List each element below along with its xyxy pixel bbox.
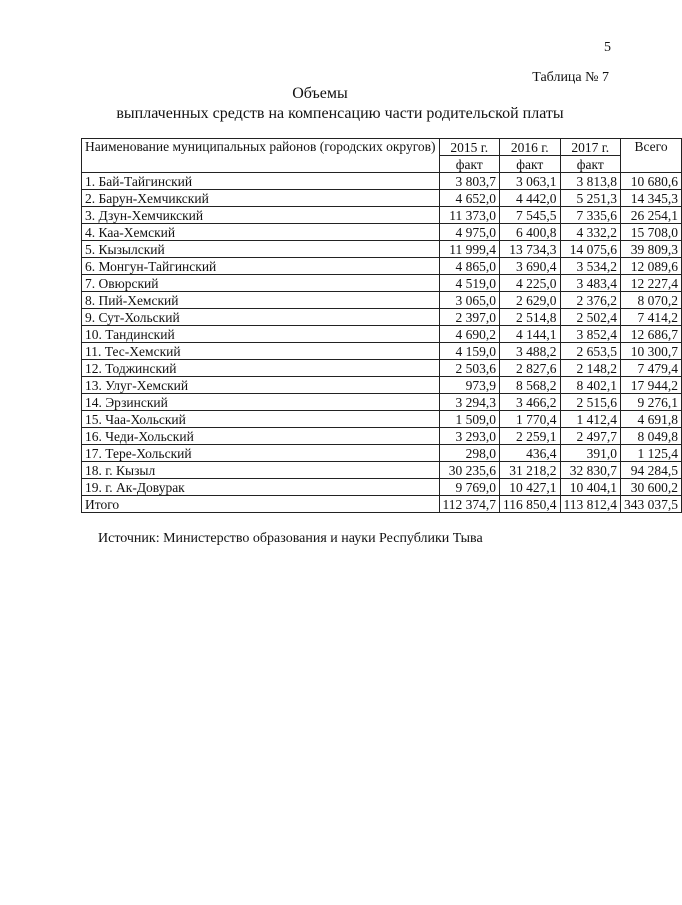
cell-total: 7 414,2 [621, 309, 682, 326]
cell-total: 4 691,8 [621, 411, 682, 428]
table-row [82, 173, 682, 190]
cell-2015: 4 865,0 [439, 258, 500, 275]
column-header-total: Всего [621, 139, 682, 173]
cell-municipality: 12. Тоджинский [82, 360, 440, 377]
cell-municipality: 13. Улуг-Хемский [82, 377, 440, 394]
cell-municipality: 9. Сут-Хольский [82, 309, 440, 326]
cell-2017: 32 830,7 [560, 462, 621, 479]
cell-2017: 3 483,4 [560, 275, 621, 292]
cell-2016: 6 400,8 [500, 224, 561, 241]
cell-total: 94 284,5 [621, 462, 682, 479]
cell-2017: 14 075,6 [560, 241, 621, 258]
cell-municipality: 16. Чеди-Хольский [82, 428, 440, 445]
cell-municipality: 3. Дзун-Хемчикский [82, 207, 440, 224]
column-subheader-fact: факт [560, 156, 621, 173]
cell-municipality: 4. Каа-Хемский [82, 224, 440, 241]
cell-2015: 11 373,0 [439, 207, 500, 224]
table-row [82, 326, 682, 343]
cell-2015: 3 293,0 [439, 428, 500, 445]
cell-2015: 298,0 [439, 445, 500, 462]
table-total-row [82, 496, 682, 513]
cell-2015: 2 503,6 [439, 360, 500, 377]
cell-total: 17 944,2 [621, 377, 682, 394]
cell-2016: 4 442,0 [500, 190, 561, 207]
cell-2016: 3 690,4 [500, 258, 561, 275]
table-row [82, 224, 682, 241]
table-label: Таблица № 7 [532, 70, 609, 85]
cell-municipality: 5. Кызылский [82, 241, 440, 258]
cell-2016: 1 770,4 [500, 411, 561, 428]
cell-2015: 2 397,0 [439, 309, 500, 326]
table-row [82, 309, 682, 326]
cell-total: 1 125,4 [621, 445, 682, 462]
table-row [82, 394, 682, 411]
source-note: Источник: Министерство образования и науки Республики Тыва [98, 531, 483, 546]
cell-2017: 3 813,8 [560, 173, 621, 190]
cell-total: 9 276,1 [621, 394, 682, 411]
cell-2015: 973,9 [439, 377, 500, 394]
cell-2015: 1 509,0 [439, 411, 500, 428]
cell-total: 30 600,2 [621, 479, 682, 496]
cell-2016: 4 225,0 [500, 275, 561, 292]
table-row [82, 190, 682, 207]
cell-2016: 2 514,8 [500, 309, 561, 326]
cell-2017: 391,0 [560, 445, 621, 462]
cell-municipality: 2. Барун-Хемчикский [82, 190, 440, 207]
cell-total: 10 680,6 [621, 173, 682, 190]
cell-2016: 2 827,6 [500, 360, 561, 377]
cell-2015: 11 999,4 [439, 241, 500, 258]
table-row [82, 275, 682, 292]
cell-2016: 2 259,1 [500, 428, 561, 445]
cell-total: 10 300,7 [621, 343, 682, 360]
table-row [82, 360, 682, 377]
cell-2016: 8 568,2 [500, 377, 561, 394]
cell-2016: 31 218,2 [500, 462, 561, 479]
cell-2015: 3 294,3 [439, 394, 500, 411]
cell-total: 15 708,0 [621, 224, 682, 241]
cell-municipality: 14. Эрзинский [82, 394, 440, 411]
table-row [82, 428, 682, 445]
cell-2017: 3 852,4 [560, 326, 621, 343]
table-row [82, 292, 682, 309]
cell-2016: 3 488,2 [500, 343, 561, 360]
grand-cell-2016: 116 850,4 [500, 496, 561, 513]
cell-2016: 3 466,2 [500, 394, 561, 411]
table-row [82, 377, 682, 394]
cell-total: 7 479,4 [621, 360, 682, 377]
cell-2017: 2 515,6 [560, 394, 621, 411]
cell-2017: 2 148,2 [560, 360, 621, 377]
column-header-2017: 2017 г. [560, 139, 621, 156]
column-header-name: Наименование муниципальных районов (городских округов) [82, 139, 440, 173]
cell-2015: 9 769,0 [439, 479, 500, 496]
table-row [82, 258, 682, 275]
cell-municipality: 8. Пий-Хемский [82, 292, 440, 309]
cell-2015: 3 803,7 [439, 173, 500, 190]
cell-2016: 13 734,3 [500, 241, 561, 258]
cell-2015: 4 690,2 [439, 326, 500, 343]
cell-2016: 4 144,1 [500, 326, 561, 343]
column-subheader-fact: факт [439, 156, 500, 173]
cell-total: 8 049,8 [621, 428, 682, 445]
table-row [82, 462, 682, 479]
cell-municipality: 19. г. Ак-Довурак [82, 479, 440, 496]
cell-municipality: 7. Овюрский [82, 275, 440, 292]
cell-2017: 2 502,4 [560, 309, 621, 326]
cell-municipality: 17. Тере-Хольский [82, 445, 440, 462]
payments-table [81, 138, 682, 513]
cell-total-label: Итого [82, 496, 440, 513]
cell-total: 26 254,1 [621, 207, 682, 224]
cell-2017: 3 534,2 [560, 258, 621, 275]
cell-2017: 2 376,2 [560, 292, 621, 309]
cell-2016: 7 545,5 [500, 207, 561, 224]
table-row [82, 479, 682, 496]
grand-cell-total: 343 037,5 [621, 496, 682, 513]
cell-total: 12 089,6 [621, 258, 682, 275]
cell-2015: 4 519,0 [439, 275, 500, 292]
cell-municipality: 11. Тес-Хемский [82, 343, 440, 360]
cell-total: 14 345,3 [621, 190, 682, 207]
cell-2016: 10 427,1 [500, 479, 561, 496]
table-header [82, 139, 682, 173]
cell-2017: 10 404,1 [560, 479, 621, 496]
cell-2015: 3 065,0 [439, 292, 500, 309]
page-number: 5 [604, 40, 611, 55]
cell-2017: 2 653,5 [560, 343, 621, 360]
cell-2016: 2 629,0 [500, 292, 561, 309]
cell-2017: 8 402,1 [560, 377, 621, 394]
cell-total: 12 686,7 [621, 326, 682, 343]
cell-2015: 4 652,0 [439, 190, 500, 207]
cell-2016: 436,4 [500, 445, 561, 462]
document-subtitle: выплаченных средств на компенсацию части родительской платы [116, 105, 564, 122]
column-subheader-fact: факт [500, 156, 561, 173]
table-row [82, 445, 682, 462]
table-row [82, 241, 682, 258]
table-body [82, 173, 682, 513]
grand-cell-2015: 112 374,7 [439, 496, 500, 513]
cell-municipality: 6. Монгун-Тайгинский [82, 258, 440, 275]
grand-cell-2017: 113 812,4 [560, 496, 621, 513]
cell-municipality: 18. г. Кызыл [82, 462, 440, 479]
table-row [82, 343, 682, 360]
cell-2016: 3 063,1 [500, 173, 561, 190]
column-header-2015: 2015 г. [439, 139, 500, 156]
column-header-2016: 2016 г. [500, 139, 561, 156]
cell-2017: 7 335,6 [560, 207, 621, 224]
cell-2017: 1 412,4 [560, 411, 621, 428]
cell-total: 39 809,3 [621, 241, 682, 258]
cell-2015: 4 159,0 [439, 343, 500, 360]
cell-total: 12 227,4 [621, 275, 682, 292]
cell-2015: 30 235,6 [439, 462, 500, 479]
cell-2017: 5 251,3 [560, 190, 621, 207]
cell-municipality: 1. Бай-Тайгинский [82, 173, 440, 190]
cell-municipality: 15. Чаа-Хольский [82, 411, 440, 428]
cell-2017: 2 497,7 [560, 428, 621, 445]
cell-2017: 4 332,2 [560, 224, 621, 241]
cell-municipality: 10. Тандинский [82, 326, 440, 343]
cell-total: 8 070,2 [621, 292, 682, 309]
document-title: Объемы [292, 85, 348, 102]
table-row [82, 411, 682, 428]
cell-2015: 4 975,0 [439, 224, 500, 241]
table-row [82, 207, 682, 224]
